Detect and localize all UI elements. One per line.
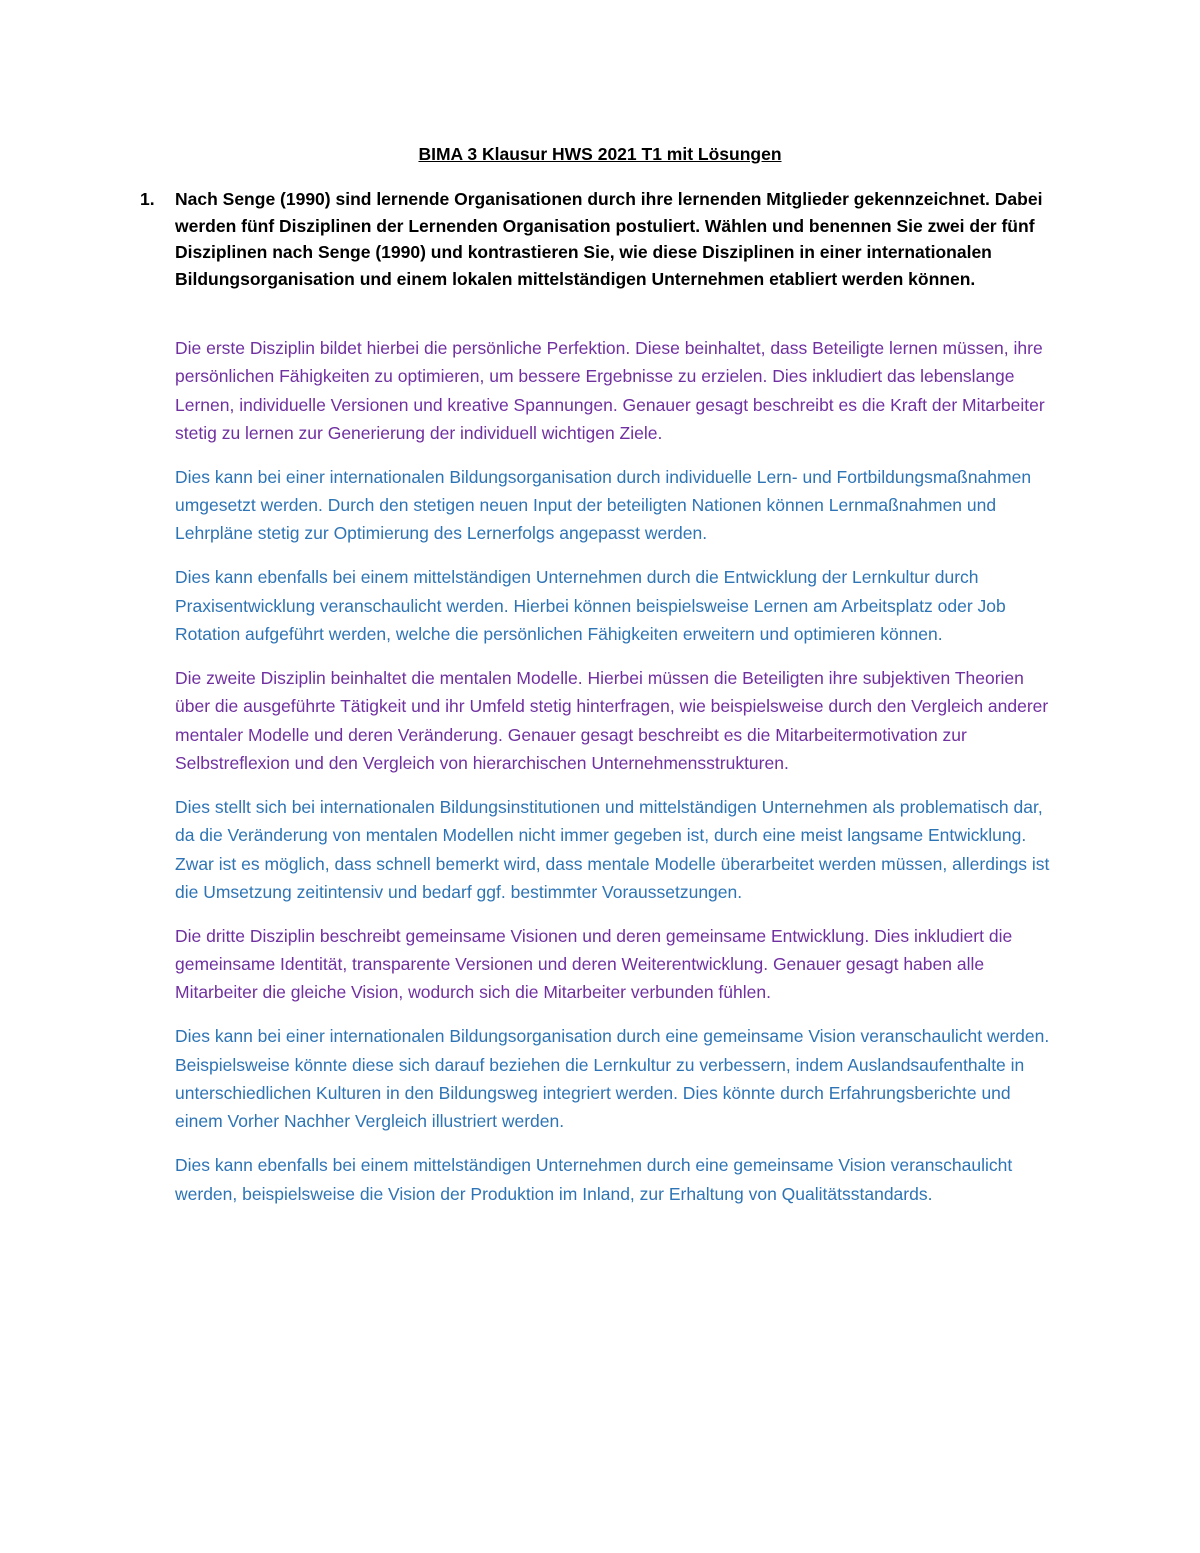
answer-paragraph-international-1: Dies kann bei einer internationalen Bildungsorganisation durch individuelle Lern- und Fortbildungsmaßnahmen umgesetzt werden. Durch den stetigen neuen Input der beteiligten Nationen können Lernmaßnahmen und Lehrpläne stetig zur Optimierung des Lernerfolgs angepasst werden. bbox=[175, 466, 1032, 544]
answer-paragraph-discipline-1: Die erste Disziplin bildet hierbei die persönliche Perfektion. Diese beinhaltet, dass Beteiligte lernen müssen, ihre persönlichen Fähigkeiten zu optimieren, um bessere Ergebnisse zu erzielen. Dies inkludiert das lebenslange Lernen, individuelle Versionen und kreative Spannungen. Genauer gesagt beschreibt es die Kraft der Mitarbeiter stetig zu lernen zur Generierung der individuell wichtigen Ziele. bbox=[175, 338, 1045, 443]
answer-paragraph-discipline-3: Die dritte Disziplin beschreibt gemeinsame Visionen und deren gemeinsame Entwicklung. Dies inkludiert die gemeinsame Identität, transparente Versionen und deren Weiterentwicklung. Genauer gesagt haben alle Mitarbeiter die gleiche Vision, wodurch sich die Mitarbeiter verbunden fühlen. bbox=[175, 925, 1013, 1003]
answer-paragraph-discipline-2: Die zweite Disziplin beinhaltet die mentalen Modelle. Hierbei müssen die Beteiligten ihre subjektiven Theorien über die ausgeführte Tätigkeit und ihr Umfeld stetig hinterfragen, wie beispielsweise durch den Vergleich anderer mentaler Modelle und deren Veränderung. Genauer gesagt beschreibt es die Mitarbeitermotivation zur Selbstreflexion und den Vergleich von hierarchischen Unternehmensstrukturen. bbox=[175, 668, 1049, 773]
answer-paragraph-international-3: Dies kann bei einer internationalen Bildungsorganisation durch eine gemeinsame Vision veranschaulicht werden. Beispielsweise könnte diese sich darauf beziehen die Lernkultur zu verbessern, indem Auslandsaufenthalte in unterschiedlichen Kulturen in den Bildungsweg integriert werden. Dies könnte durch Erfahrungsberichte und einem Vorher Nachher Vergleich illustriert werden. bbox=[175, 1026, 1050, 1132]
answer-paragraph-local-1: Dies kann ebenfalls bei einem mittelständigen Unternehmen durch die Entwicklung der Lernkultur durch Praxisentwicklung veranschaulicht werden. Hierbei können beispielsweise Lernen am Arbeitsplatz oder Job Rotation aufgeführt werden, welche die persönlichen Fähigkeiten erweitern und optimieren können. bbox=[175, 567, 1006, 645]
answer-paragraph-local-3: Dies kann ebenfalls bei einem mittelständigen Unternehmen durch eine gemeinsame Vision veranschaulicht werden, beispielsweise die Vision der Produktion im Inland, zur Erhaltung von Qualitätsstandards. bbox=[175, 1155, 1013, 1204]
question-number: 1. bbox=[140, 189, 155, 209]
document-title: BIMA 3 Klausur HWS 2021 T1 mit Lösungen bbox=[418, 144, 782, 164]
question-block bbox=[140, 186, 1045, 292]
question-text: Nach Senge (1990) sind lernende Organisationen durch ihre lernenden Mitglieder gekennzeichnet. Dabei werden fünf Disziplinen der Lernenden Organisation postuliert. Wählen und benennen Sie zwei der fünf Disziplinen nach Senge (1990) und kontrastieren Sie, wie diese Disziplinen in einer internationalen Bildungsorganisation und einem lokalen mittelständigen Unternehmen etabliert werden können. bbox=[175, 189, 1043, 289]
answer-paragraph-both-2: Dies stellt sich bei internationalen Bildungsinstitutionen und mittelständigen Unternehmen als problematisch dar, da die Veränderung von mentalen Modellen nicht immer gegeben ist, durch eine meist langsame Entwicklung. Zwar ist es möglich, dass schnell bemerkt wird, dass mentale Modelle überarbeitet werden müssen, allerdings ist die Umsetzung zeitintensiv und bedarf ggf. bestimmter Voraussetzungen. bbox=[175, 796, 1050, 902]
answer-section bbox=[175, 334, 1060, 1224]
